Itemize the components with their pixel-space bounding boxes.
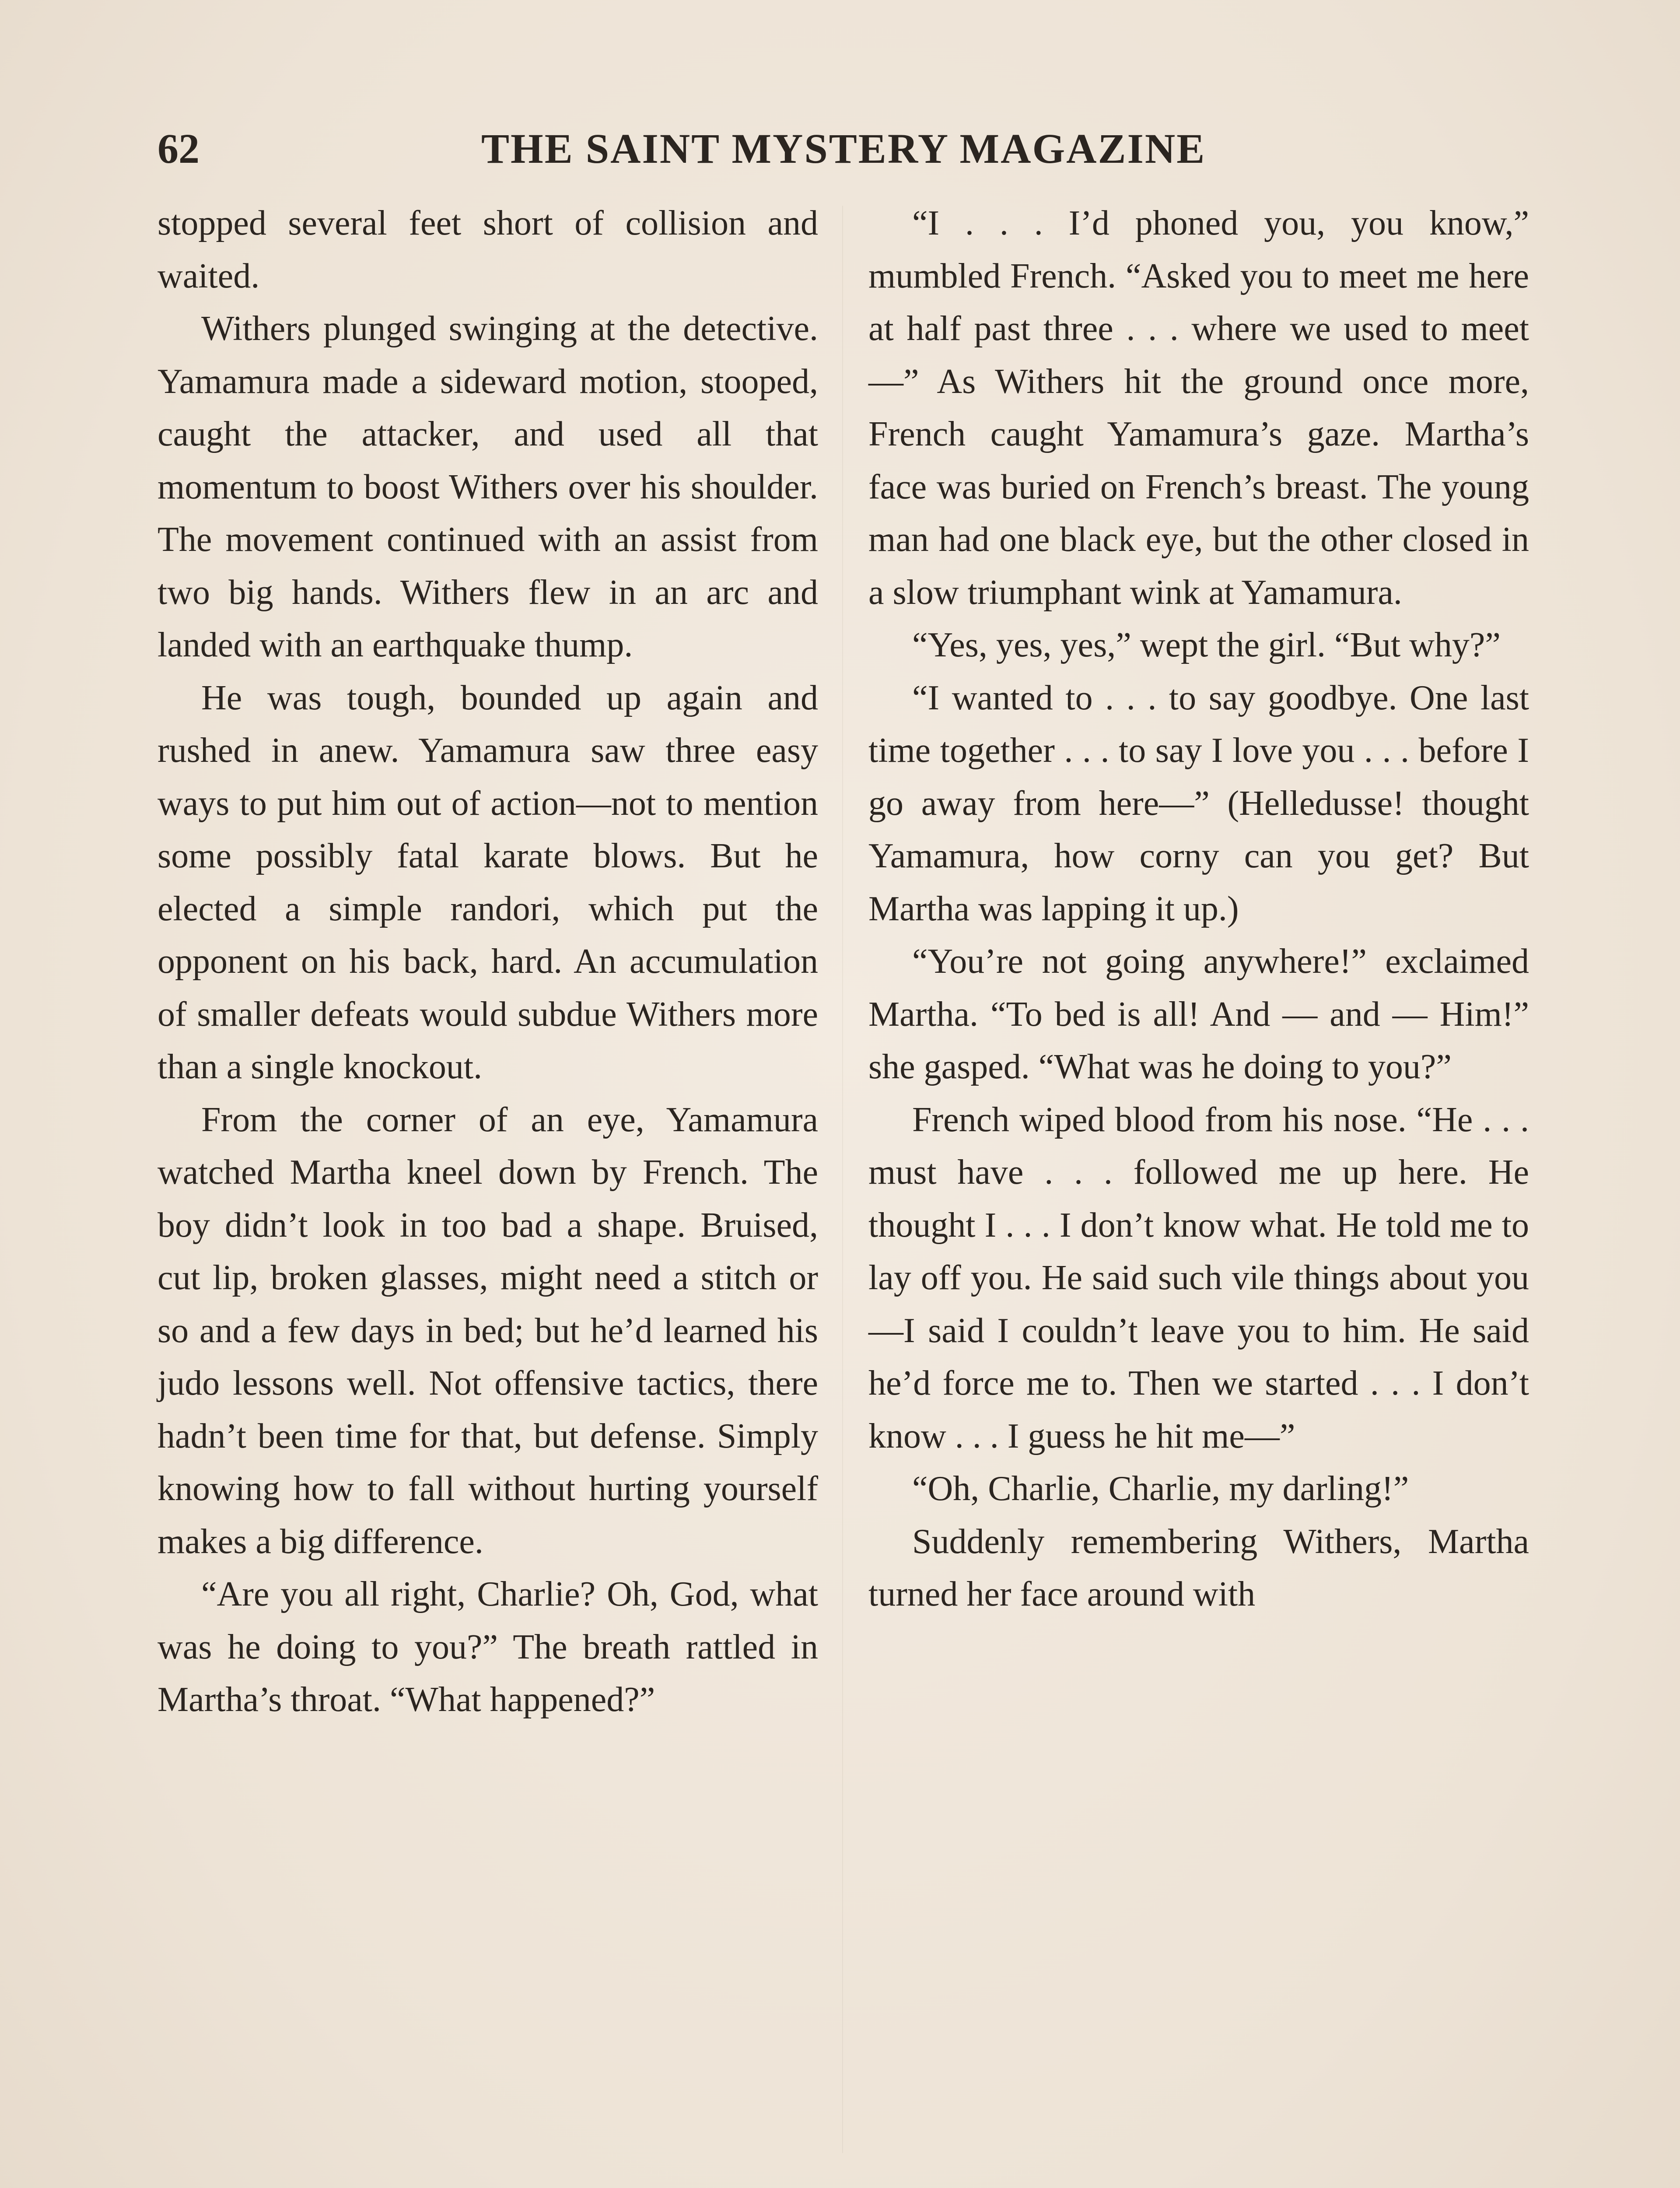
paragraph: Withers plunged swinging at the detective. Yamamura made a sideward motion, stooped, caught the attacker, and used all that momentum to boost Withers over his shoulder. The movement continued with an assist from two big hands. Withers flew in an arc and landed with an earthquake thump.	[158, 309, 818, 664]
paragraph: “Yes, yes, yes,” wept the girl. “But why?”	[912, 626, 1501, 664]
paragraph: “I wanted to . . . to say goodbye. One last time together . . . to say I love you . . . before I go away from here—” (Helledusse! thought Yamamura, how corny can you get? But Martha was lapping it up.)	[868, 678, 1529, 928]
paragraph: “Oh, Charlie, Charlie, my darling!”	[912, 1469, 1409, 1508]
paragraph: “Are you all right, Charlie? Oh, God, what was he doing to you?” The breath rattled in Martha’s throat. “What happened?”	[158, 1575, 818, 1719]
paragraph: Suddenly remembering Withers, Martha turned her face around with	[868, 1522, 1529, 1613]
paragraph: French wiped blood from his nose. “He . . . must have . . . followed me up here. He thought I . . . I don’t know what. He told me to lay off you. He said such vile things about you—I said I couldn’t leave you to him. He said he’d force me to. Then we started . . . I don’t know . . . I guess he hit me—”	[868, 1100, 1529, 1455]
left-column	[158, 197, 818, 1726]
page-header	[158, 120, 1260, 177]
paragraph: “I . . . I’d phoned you, you know,” mumbled French. “Asked you to meet me here at half past three . . . where we used to meet —” As Withers hit the ground once more, French caught Yamamura’s gaze. Martha’s face was buried on French’s breast. The young man had one black eye, but the other closed in a slow triumphant wink at Yamamura.	[868, 204, 1529, 612]
page-number: 62	[158, 125, 200, 172]
paragraph: “You’re not going anywhere!” exclaimed Martha. “To bed is all! And — and — Him!” she gasped. “What was he doing to you?”	[868, 942, 1529, 1086]
running-title: THE SAINT MYSTERY MAGAZINE	[481, 125, 1206, 172]
paragraph: He was tough, bounded up again and rushed in anew. Yamamura saw three easy ways to put him out of action—not to mention some possibly fatal karate blows. But he elected a simple randori, which put the opponent on his back, hard. An accumulation of smaller defeats would subdue Withers more than a single knockout.	[158, 678, 818, 1086]
paragraph: stopped several feet short of collision and waited.	[158, 204, 818, 295]
column-divider	[842, 206, 843, 2153]
paragraph: From the corner of an eye, Yamamura watched Martha kneel down by French. The boy didn’t look in too bad a shape. Bruised, cut lip, broken glasses, might need a stitch or so and a few days in bed; but he’d learned his judo lessons well. Not offensive tactics, there hadn’t been time for that, but defense. Simply knowing how to fall without hurting yourself makes a big difference.	[158, 1100, 818, 1561]
right-column	[868, 197, 1529, 1621]
